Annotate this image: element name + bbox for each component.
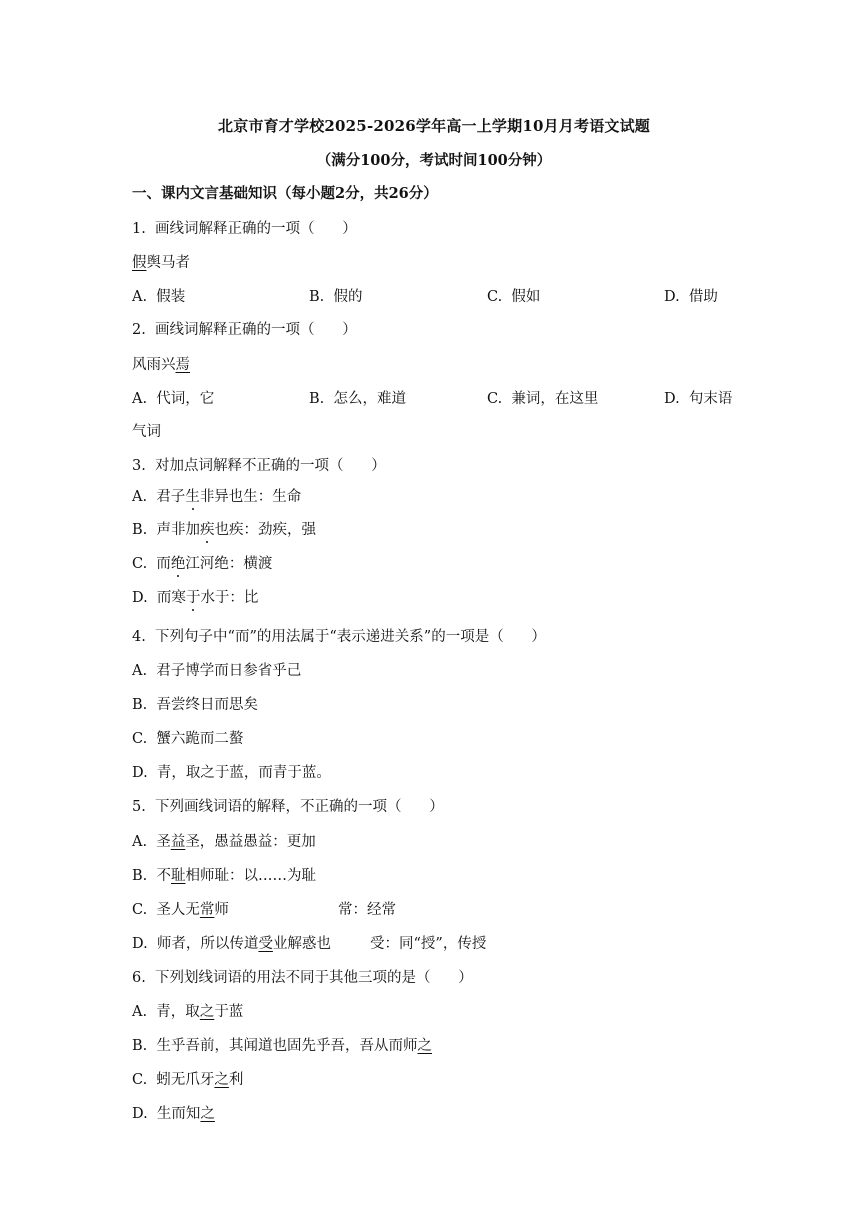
q6-option-a — [132, 1000, 243, 1021]
q1-phrase-rest: 舆马者 — [146, 255, 190, 271]
q6-stem: 6. 下列划线词语的用法不同于其他三项的是（ ） — [132, 970, 473, 986]
q4-option-d: D. 青，取之于蓝，而青于蓝。 — [132, 765, 331, 781]
q1-option-b: B. 假的 — [309, 289, 363, 305]
q4-option-c: C. 蟹六跪而二螯 — [132, 731, 244, 747]
q3-option-c — [132, 552, 272, 573]
q5-d-post: 业解惑也 — [272, 936, 331, 952]
q2-option-c: C. 兼词，在这里 — [487, 391, 599, 407]
q5-option-b — [132, 864, 316, 885]
q5-a-underlined-word: 益 — [170, 834, 186, 850]
q4-option-a: A. 君子博学而日参省乎己 — [132, 663, 302, 679]
q3-option-a — [132, 485, 301, 506]
q3-d-pre: D. 而寒 — [132, 590, 186, 606]
q5-a-pre: A. 圣 — [132, 834, 171, 850]
q6-option-b — [132, 1034, 432, 1055]
q5-d-pre: D. 师者，所以传道 — [132, 936, 259, 952]
q5-c-pre: C. 圣人无 — [132, 902, 200, 918]
q5-option-c-gloss: 常：经常 — [338, 902, 396, 918]
q2-phrase — [132, 353, 190, 374]
q6-a-underlined-word: 之 — [199, 1004, 215, 1020]
q3-stem: 3. 对加点词解释不正确的一项（ ） — [132, 458, 386, 474]
q3-c-post: 江河绝：横渡 — [185, 556, 273, 572]
q2-phrase-pre: 风雨兴 — [132, 357, 176, 373]
q3-b-dotted-word: 疾 — [199, 522, 215, 538]
q2-stem: 2. 画线词解释正确的一项（ ） — [132, 322, 357, 338]
q6-b-pre: B. 生乎吾前，其闻道也固先乎吾，吾从而师 — [132, 1038, 418, 1054]
q3-a-pre: A. 君子 — [132, 489, 186, 505]
q5-b-underlined-word: 耻 — [170, 868, 186, 884]
q6-d-pre: D. 生而知 — [132, 1106, 201, 1122]
page-title: 北京市育才学校2025-2026学年高一上学期10月月考语文试题 — [218, 117, 650, 135]
q1-option-c: C. 假如 — [487, 289, 541, 305]
q3-option-d — [132, 586, 258, 607]
q3-option-b — [132, 518, 316, 539]
q3-a-post: 非异也生：生命 — [199, 489, 302, 505]
q6-d-underlined-word: 之 — [200, 1106, 215, 1122]
q5-option-d — [132, 932, 331, 953]
q5-b-post: 相师耻：以……为耻 — [185, 868, 316, 884]
q3-b-pre: B. 声非加 — [132, 522, 200, 538]
q5-stem: 5. 下列画线词语的解释，不正确的一项（ ） — [132, 799, 444, 815]
q2-option-d-wrap: 气词 — [132, 424, 161, 440]
q6-option-c — [132, 1068, 243, 1089]
q2-option-a: A. 代词，它 — [132, 391, 215, 407]
q5-a-post: 圣，愚益愚益：更加 — [185, 834, 316, 850]
q3-a-dotted-word: 生 — [185, 489, 200, 505]
q3-c-pre: C. 而 — [132, 556, 171, 572]
q2-option-d: D. 句末语 — [664, 391, 733, 407]
q4-stem: 4. 下列句子中“而”的用法属于“表示递进关系”的一项是（ ） — [132, 629, 546, 645]
q1-option-d: D. 借助 — [664, 289, 718, 305]
q5-d-underlined-word: 受 — [258, 936, 273, 952]
q6-a-pre: A. 青，取 — [132, 1004, 200, 1020]
page-subtitle: （满分100分，考试时间100分钟） — [316, 152, 552, 169]
q6-c-pre: C. 蚓无爪牙 — [132, 1072, 215, 1088]
q4-option-b: B. 吾尝终日而思矣 — [132, 697, 258, 713]
q6-b-underlined-word: 之 — [417, 1038, 432, 1054]
q3-c-dotted-word: 绝 — [170, 556, 186, 572]
q3-b-post: 也疾：劲疾，强 — [214, 522, 316, 538]
q2-option-b: B. 怎么，难道 — [309, 391, 406, 407]
q1-option-a: A. 假装 — [132, 289, 186, 305]
q5-option-c — [132, 898, 229, 919]
q6-c-post: 利 — [228, 1072, 244, 1088]
q5-c-underlined-word: 常 — [199, 902, 215, 918]
q3-d-post: 水于：比 — [200, 590, 259, 606]
section-heading: 一、课内文言基础知识（每小题2分，共26分） — [132, 185, 438, 202]
q6-option-d — [132, 1102, 215, 1123]
q5-b-pre: B. 不 — [132, 868, 171, 884]
q1-phrase — [132, 251, 190, 272]
q5-c-post: 师 — [214, 902, 229, 918]
q1-underlined-word: 假 — [132, 255, 147, 271]
q5-option-a — [132, 830, 316, 851]
q3-d-dotted-word: 于 — [185, 590, 201, 606]
q2-underlined-word: 焉 — [175, 357, 190, 373]
q6-a-post: 于蓝 — [214, 1004, 244, 1020]
q6-c-underlined-word: 之 — [214, 1072, 229, 1088]
q1-stem: 1. 画线词解释正确的一项（ ） — [132, 221, 357, 237]
q5-option-d-gloss: 受：同“授”，传授 — [370, 936, 487, 952]
